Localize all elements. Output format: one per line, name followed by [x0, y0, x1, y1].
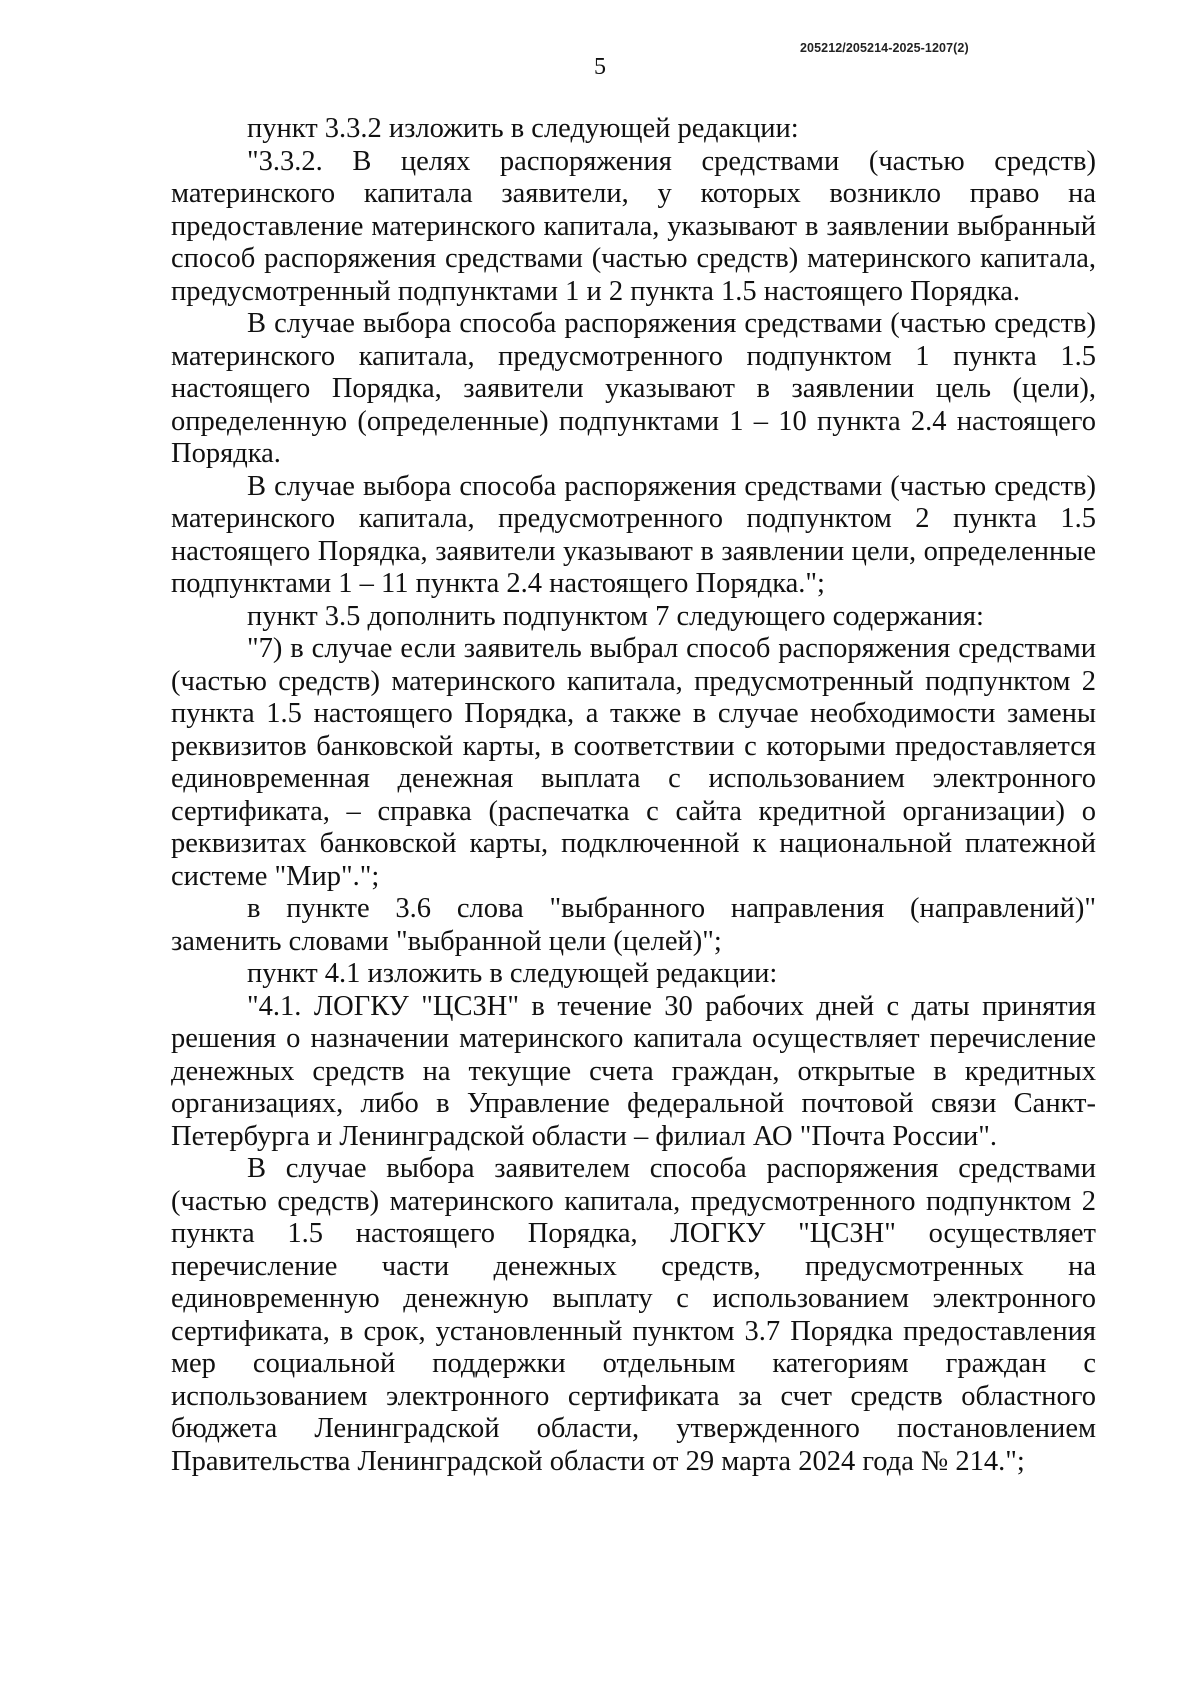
paragraph: В случае выбора способа распоряжения средствами (частью средств) материнского капитала, предусмотренного подпунктом 1 пункта 1.5 настоящего Порядка, заявители указывают в заявлении цель (цели), определенную (определенные) подпунктами 1 – 10 пункта 2.4 настоящего Порядка. [171, 308, 1096, 469]
page-number: 5 [594, 54, 606, 80]
paragraph: "3.3.2. В целях распоряжения средствами (частью средств) материнского капитала заявители, у которых возникло право на предоставление материнского капитала, указывают в заявлении выбранный способ распоряжения средствами (частью средств) материнского капитала, предусмотренный подпунктами 1 и 2 пункта 1.5 настоящего Порядка. [171, 145, 1096, 307]
paragraph: пункт 3.3.2 изложить в следующей редакции: [247, 113, 799, 144]
paragraph: В случае выбора способа распоряжения средствами (частью средств) материнского капитала, предусмотренного подпунктом 2 пункта 1.5 настоящего Порядка, заявители указывают в заявлении цели, определенные подпунктами 1 – 11 пункта 2.4 настоящего Порядка."; [171, 470, 1096, 599]
document-id: 205212/205214-2025-1207(2) [800, 41, 969, 55]
paragraph: пункт 4.1 изложить в следующей редакции: [247, 958, 778, 989]
paragraph: "7) в случае если заявитель выбрал способ распоряжения средствами (частью средств) материнского капитала, предусмотренный подпунктом 2 пункта 1.5 настоящего Порядка, а также в случае необходимости замены реквизитов банковской карты, в соответствии с которыми предоставляется единовременная денежная выплата с использованием электронного сертификата, – справка (распечатка с сайта кредитной организации) о реквизитах банковской карты, подключенной к национальной платежной системе "Мир"."; [171, 633, 1096, 892]
paragraph: в пункте 3.6 слова "выбранного направления (направлений)" заменить словами "выбранной цели (целей)"; [171, 893, 1096, 957]
paragraph: В случае выбора заявителем способа распоряжения средствами (частью средств) материнского капитала, предусмотренного подпунктом 2 пункта 1.5 настоящего Порядка, ЛОГКУ "ЦСЗН" осуществляет перечисление части денежных средств, предусмотренных на единовременную денежную выплату с использованием электронного сертификата, в срок, установленный пунктом 3.7 Порядка предоставления мер социальной поддержки отдельным категориям граждан с использованием электронного сертификата за счет средств областного бюджета Ленинградской области, утвержденного постановлением Правительства Ленинградской области от 29 марта 2024 года № 214."; [171, 1153, 1096, 1477]
document-body [171, 113, 1096, 1478]
paragraph: "4.1. ЛОГКУ "ЦСЗН" в течение 30 рабочих дней с даты принятия решения о назначении материнского капитала осуществляет перечисление денежных средств на текущие счета граждан, открытые в кредитных организациях, либо в Управление федеральной почтовой связи Санкт-Петербурга и Ленинградской области – филиал АО "Почта России". [171, 990, 1096, 1152]
paragraph: пункт 3.5 дополнить подпунктом 7 следующего содержания: [247, 600, 984, 632]
